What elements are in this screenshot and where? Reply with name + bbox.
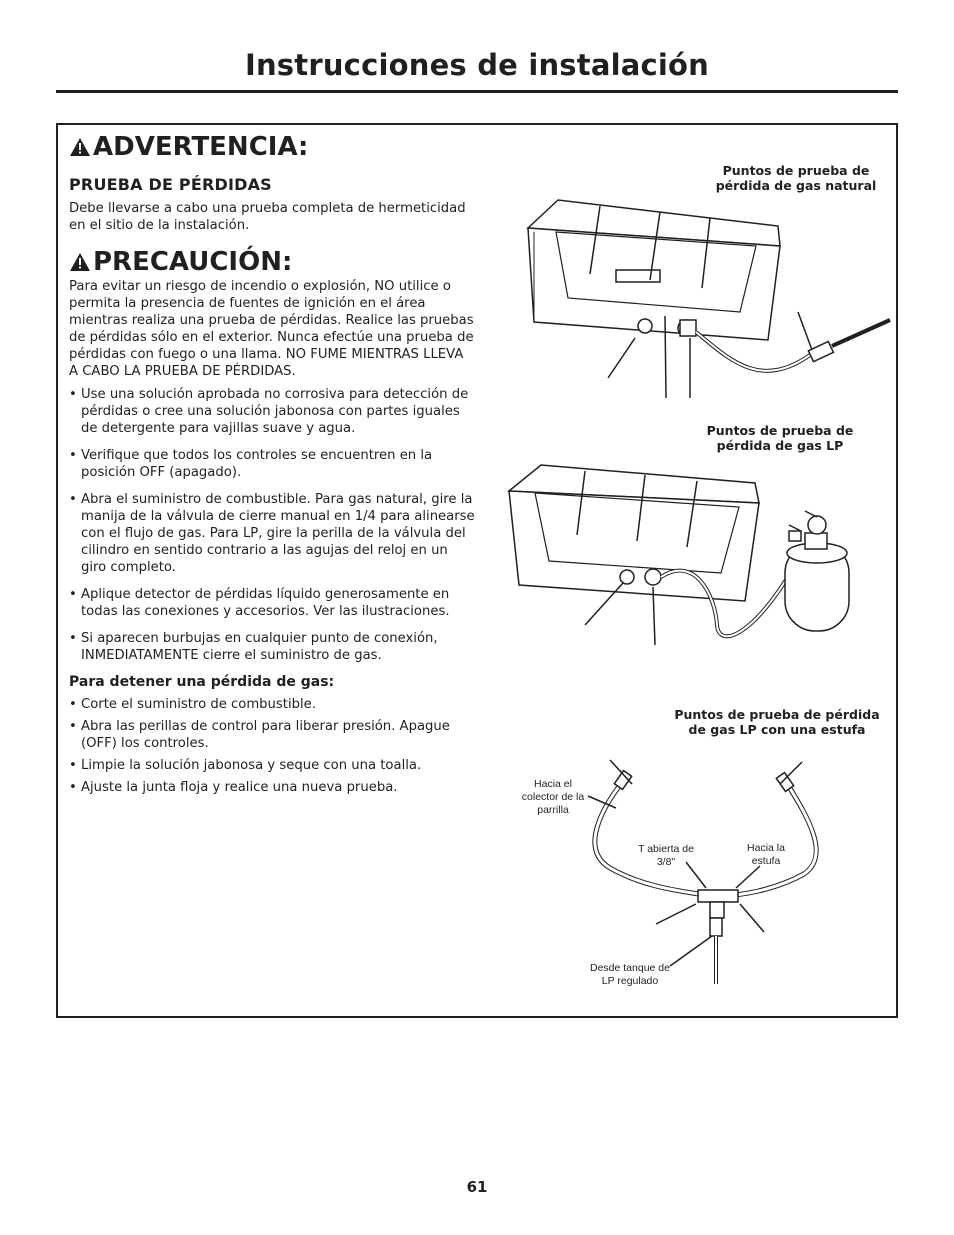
natural-gas-illustration [520, 200, 890, 400]
advertencia-label: ADVERTENCIA: [93, 132, 309, 162]
caution-text: Para evitar un riesgo de incendio o explosión, NO utilice o permita la presencia de fuentes de ignición en el área mientras realiza una prueba de pérdidas. Realice las pruebas de pérdidas sólo en el exterior. Nunca efectúe una prueba de pérdidas con fuego o una llama. NO FUME MIENTRAS LLEVA A CABO LA PRUEBA DE PÉRDIDAS. [69, 279, 474, 379]
lp-gas-caption: Puntos de prueba de pérdida de gas LP [706, 423, 854, 453]
list-item: • Ajuste la junta floja y realice una nueva prueba. [69, 779, 475, 796]
precaucion-label: PRECAUCIÓN: [93, 247, 293, 277]
lp-stove-hose-illustration [580, 760, 850, 990]
leak-test-text: Debe llevarse a cabo una prueba completa de hermeticidad en el sitio de la instalación. [69, 201, 466, 233]
instructions-column [69, 131, 475, 801]
list-item: • Corte el suministro de combustible. [69, 696, 475, 713]
natural-gas-caption: Puntos de prueba de pérdida de gas natural [715, 163, 877, 193]
advertencia-heading [69, 131, 475, 163]
lp-gas-illustration [505, 425, 840, 645]
list-item: • Aplique detector de pérdidas líquido generosamente en todas las conexiones y accesorios. Ver las ilustraciones. [69, 586, 475, 620]
page-number: 61 [466, 1178, 488, 1196]
title-rule [56, 90, 898, 93]
tee-label: T abierta de 3/8" [638, 843, 694, 868]
warning-triangle-icon [69, 137, 91, 157]
warning-triangle-icon [69, 252, 91, 272]
list-item: • Abra las perillas de control para liberar presión. Apague (OFF) los controles. [69, 718, 475, 752]
to-stove-label: Hacia la estufa [747, 842, 785, 867]
list-item: • Si aparecen burbujas en cualquier punto de conexión, INMEDIATAMENTE cierre el suministro de gas. [69, 630, 475, 664]
lp-stove-caption: Puntos de prueba de pérdida de gas LP con una estufa [674, 707, 880, 737]
list-item: • Use una solución aprobada no corrosiva para detección de pérdidas o cree una solución jabonosa con partes iguales de detergente para vajillas suave y agua. [69, 386, 475, 437]
page-title: Instrucciones de instalación [244, 48, 710, 82]
precaucion-heading [69, 246, 475, 278]
leak-test-subheading: PRUEBA DE PÉRDIDAS [69, 175, 272, 194]
list-item: • Limpie la solución jabonosa y seque con una toalla. [69, 757, 475, 774]
from-tank-label: Desde tanque de LP regulado [590, 962, 670, 987]
caution-bullet-list [69, 386, 475, 664]
stop-leak-heading: Para detener una pérdida de gas: [69, 674, 335, 690]
list-item: • Verifique que todos los controles se encuentren en la posición OFF (apagado). [69, 447, 475, 481]
grill-manifold-label: Hacia el colector de la parrilla [521, 778, 585, 816]
stop-leak-bullet-list [69, 696, 475, 796]
list-item: • Abra el suministro de combustible. Para gas natural, gire la manija de la válvula de cierre manual en 1/4 para alinearse con el flujo de gas. Para LP, gire la perilla de la válvula del cilindro en sentido contrario a las agujas del reloj en un giro completo. [69, 491, 475, 576]
